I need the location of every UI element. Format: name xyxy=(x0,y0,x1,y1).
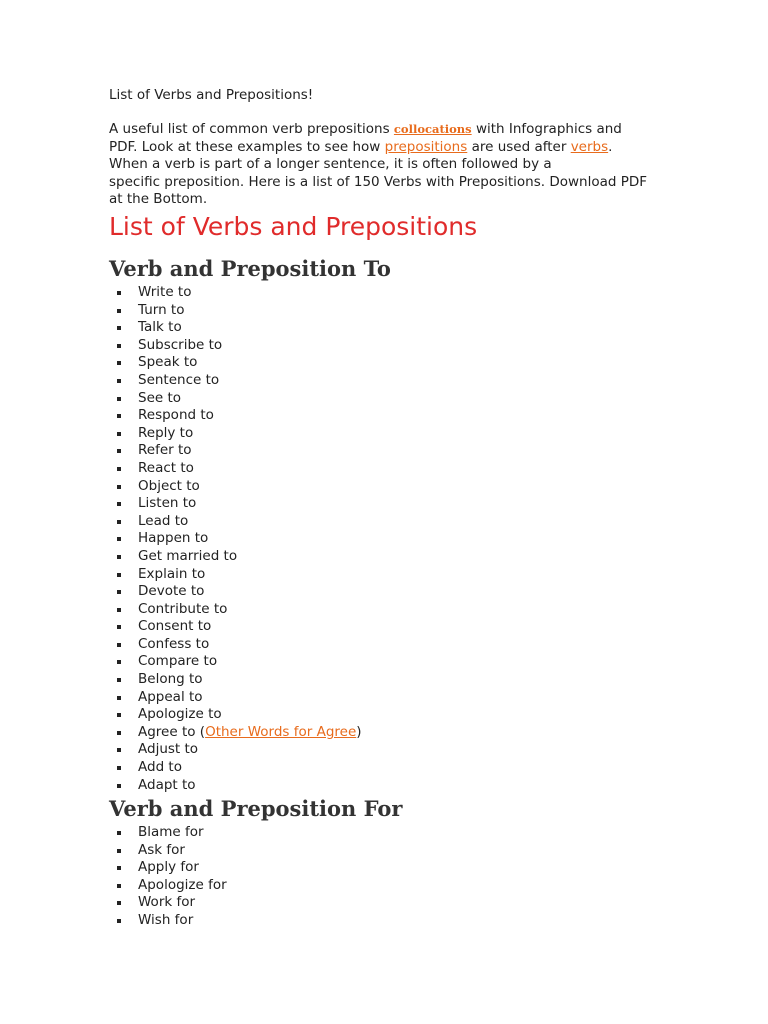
list-item-text: Get married to xyxy=(138,547,238,564)
list-item xyxy=(109,548,362,566)
intro-title: List of Verbs and Prepositions! xyxy=(109,87,314,103)
section-heading-to: Verb and Preposition To xyxy=(109,256,391,281)
list-item xyxy=(109,302,362,320)
bullet-icon xyxy=(117,344,121,348)
list-item-text: Talk to xyxy=(138,319,182,336)
list-item-text: Work for xyxy=(138,894,196,911)
list-item-text: Respond to xyxy=(138,407,214,424)
list-item-text: Adjust to xyxy=(138,741,199,758)
list-item-text: Belong to xyxy=(138,671,203,688)
list-item xyxy=(109,618,362,636)
list-item xyxy=(109,759,362,777)
bullet-icon xyxy=(117,784,121,788)
verb-list-for xyxy=(109,824,227,930)
list-item-text: Appeal to xyxy=(138,688,203,705)
list-item-text: Speak to xyxy=(138,354,198,371)
collocations-link[interactable]: collocations xyxy=(393,122,472,136)
intro-line-5: at the Bottom. xyxy=(109,191,208,207)
bullet-icon xyxy=(117,449,121,453)
list-item-text: Consent to xyxy=(138,618,212,635)
list-item xyxy=(109,566,362,584)
bullet-icon xyxy=(117,414,121,418)
list-item xyxy=(109,425,362,443)
bullet-icon xyxy=(117,643,121,647)
bullet-icon xyxy=(117,766,121,770)
list-item xyxy=(109,601,362,619)
list-item-text: Contribute to xyxy=(138,600,228,617)
bullet-icon xyxy=(117,379,121,383)
list-item-text: Lead to xyxy=(138,512,189,529)
bullet-icon xyxy=(117,485,121,489)
list-item xyxy=(109,478,362,496)
list-item-text: Add to xyxy=(138,759,182,776)
other-words-for-agree-link[interactable]: Other Words for Agree xyxy=(205,723,357,740)
intro-line-1 xyxy=(109,121,669,139)
list-item-text: See to xyxy=(138,389,182,406)
prepositions-link[interactable]: prepositions xyxy=(384,138,468,155)
bullet-icon xyxy=(117,625,121,629)
list-item-text: Object to xyxy=(138,477,200,494)
bullet-icon xyxy=(117,291,121,295)
intro-text: are used after xyxy=(467,138,571,155)
bullet-icon xyxy=(117,573,121,577)
intro-text: A useful list of common verb prepositions xyxy=(109,121,394,137)
intro-text: . xyxy=(608,138,613,155)
bullet-icon xyxy=(117,884,121,888)
list-item xyxy=(109,777,362,795)
verb-list-to xyxy=(109,284,362,794)
intro-paragraph xyxy=(109,121,669,209)
main-heading: List of Verbs and Prepositions xyxy=(109,212,478,241)
list-item xyxy=(109,706,362,724)
intro-text: with Infographics and xyxy=(471,121,622,137)
list-item-text: Listen to xyxy=(138,495,197,512)
list-item xyxy=(109,513,362,531)
bullet-icon xyxy=(117,467,121,471)
list-item-text: Wish for xyxy=(138,911,194,928)
bullet-icon xyxy=(117,866,121,870)
list-item xyxy=(109,284,362,302)
bullet-icon xyxy=(117,748,121,752)
list-item-text: Confess to xyxy=(138,635,210,652)
list-item xyxy=(109,653,362,671)
list-item-text: Sentence to xyxy=(138,371,220,388)
list-item xyxy=(109,372,362,390)
list-item-text: Write to xyxy=(138,284,192,300)
list-item-text: Compare to xyxy=(138,653,218,670)
bullet-icon xyxy=(117,608,121,612)
list-item xyxy=(109,671,362,689)
list-item xyxy=(109,912,227,930)
list-item-text: Ask for xyxy=(138,841,185,858)
bullet-icon xyxy=(117,919,121,923)
list-item xyxy=(109,859,227,877)
list-item-text: Apply for xyxy=(138,859,199,876)
bullet-icon xyxy=(117,361,121,365)
list-item xyxy=(109,354,362,372)
list-item-text: Turn to xyxy=(138,301,185,318)
list-item-text: Apologize for xyxy=(138,876,227,893)
list-item xyxy=(109,741,362,759)
list-item xyxy=(109,877,227,895)
list-item-text: Blame for xyxy=(138,824,204,840)
intro-line-3: When a verb is part of a longer sentence, it is often followed by a xyxy=(109,156,552,172)
list-item xyxy=(109,530,362,548)
list-item-text: Agree to ( xyxy=(138,723,206,740)
bullet-icon xyxy=(117,731,121,735)
list-item xyxy=(109,583,362,601)
bullet-icon xyxy=(117,849,121,853)
list-item-text: Refer to xyxy=(138,442,192,459)
bullet-icon xyxy=(117,831,121,835)
list-item-text: ) xyxy=(356,723,362,740)
list-item xyxy=(109,824,227,842)
list-item xyxy=(109,689,362,707)
intro-line-4: specific preposition. Here is a list of 150 Verbs with Prepositions. Download PDF xyxy=(109,173,648,190)
intro-line-2 xyxy=(109,139,669,157)
bullet-icon xyxy=(117,555,121,559)
bullet-icon xyxy=(117,590,121,594)
list-item xyxy=(109,319,362,337)
bullet-icon xyxy=(117,309,121,313)
list-item xyxy=(109,724,362,742)
list-item xyxy=(109,460,362,478)
list-item-text: Devote to xyxy=(138,583,205,600)
list-item xyxy=(109,337,362,355)
list-item-text: Adapt to xyxy=(138,776,196,793)
bullet-icon xyxy=(117,901,121,905)
list-item-text: Explain to xyxy=(138,565,206,582)
list-item-text: Happen to xyxy=(138,530,209,547)
bullet-icon xyxy=(117,397,121,401)
bullet-icon xyxy=(117,432,121,436)
bullet-icon xyxy=(117,502,121,506)
bullet-icon xyxy=(117,660,121,664)
bullet-icon xyxy=(117,520,121,524)
bullet-icon xyxy=(117,713,121,717)
list-item xyxy=(109,894,227,912)
list-item xyxy=(109,842,227,860)
bullet-icon xyxy=(117,537,121,541)
list-item xyxy=(109,442,362,460)
intro-text: PDF. Look at these examples to see how xyxy=(109,138,385,155)
bullet-icon xyxy=(117,326,121,330)
list-item-text: React to xyxy=(138,459,194,476)
list-item xyxy=(109,390,362,408)
list-item xyxy=(109,636,362,654)
list-item xyxy=(109,495,362,513)
bullet-icon xyxy=(117,696,121,700)
list-item-text: Subscribe to xyxy=(138,336,223,353)
list-item-text: Reply to xyxy=(138,424,194,441)
bullet-icon xyxy=(117,678,121,682)
list-item-text: Apologize to xyxy=(138,706,222,723)
list-item xyxy=(109,407,362,425)
verbs-link[interactable]: verbs xyxy=(570,138,609,155)
section-heading-for: Verb and Preposition For xyxy=(109,796,403,821)
